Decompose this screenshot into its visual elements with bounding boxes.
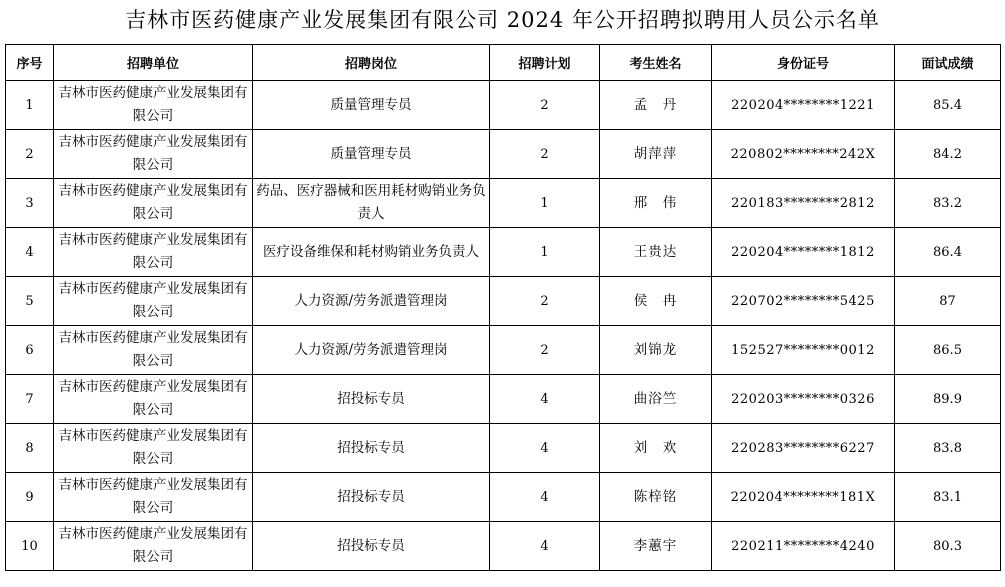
cell-candidate-name: 李蕙宇	[600, 522, 712, 571]
header-name: 考生姓名	[600, 45, 712, 81]
cell-id-number: 220183********2812	[712, 179, 895, 228]
cell-unit: 吉林市医药健康产业发展集团有限公司	[54, 81, 253, 130]
cell-id-number: 220283********6227	[712, 424, 895, 473]
cell-index: 6	[6, 326, 54, 375]
cell-plan: 2	[490, 81, 600, 130]
candidate-table	[5, 44, 1001, 571]
cell-id-number: 220204********1812	[712, 228, 895, 277]
cell-post: 人力资源/劳务派遣管理岗	[253, 326, 490, 375]
cell-score: 83.8	[895, 424, 1001, 473]
cell-post: 招投标专员	[253, 375, 490, 424]
table-row	[6, 277, 1001, 326]
cell-score: 87	[895, 277, 1001, 326]
cell-plan: 2	[490, 130, 600, 179]
cell-plan: 4	[490, 424, 600, 473]
cell-index: 2	[6, 130, 54, 179]
header-plan: 招聘计划	[490, 45, 600, 81]
cell-index: 9	[6, 473, 54, 522]
cell-id-number: 220204********181X	[712, 473, 895, 522]
cell-id-number: 152527********0012	[712, 326, 895, 375]
table-row	[6, 81, 1001, 130]
cell-score: 83.2	[895, 179, 1001, 228]
cell-id-number: 220702********5425	[712, 277, 895, 326]
table-row	[6, 179, 1001, 228]
cell-index: 8	[6, 424, 54, 473]
cell-candidate-name: 刘 欢	[600, 424, 712, 473]
cell-plan: 1	[490, 179, 600, 228]
cell-index: 7	[6, 375, 54, 424]
cell-index: 10	[6, 522, 54, 571]
cell-score: 83.1	[895, 473, 1001, 522]
header-row	[6, 45, 1001, 81]
header-id: 身份证号	[712, 45, 895, 81]
cell-plan: 2	[490, 277, 600, 326]
cell-unit: 吉林市医药健康产业发展集团有限公司	[54, 473, 253, 522]
header-index: 序号	[6, 45, 54, 81]
cell-index: 3	[6, 179, 54, 228]
cell-id-number: 220211********4240	[712, 522, 895, 571]
table-row	[6, 228, 1001, 277]
table-row	[6, 522, 1001, 571]
cell-plan: 2	[490, 326, 600, 375]
cell-score: 85.4	[895, 81, 1001, 130]
cell-unit: 吉林市医药健康产业发展集团有限公司	[54, 179, 253, 228]
cell-unit: 吉林市医药健康产业发展集团有限公司	[54, 228, 253, 277]
cell-plan: 1	[490, 228, 600, 277]
cell-index: 4	[6, 228, 54, 277]
cell-score: 86.5	[895, 326, 1001, 375]
cell-id-number: 220204********1221	[712, 81, 895, 130]
cell-score: 80.3	[895, 522, 1001, 571]
header-score: 面试成绩	[895, 45, 1001, 81]
cell-post: 招投标专员	[253, 522, 490, 571]
cell-post: 质量管理专员	[253, 81, 490, 130]
table-row	[6, 326, 1001, 375]
header-unit: 招聘单位	[54, 45, 253, 81]
cell-post: 招投标专员	[253, 424, 490, 473]
cell-index: 5	[6, 277, 54, 326]
cell-unit: 吉林市医药健康产业发展集团有限公司	[54, 326, 253, 375]
cell-unit: 吉林市医药健康产业发展集团有限公司	[54, 522, 253, 571]
cell-post: 人力资源/劳务派遣管理岗	[253, 277, 490, 326]
cell-candidate-name: 刘锦龙	[600, 326, 712, 375]
cell-score: 86.4	[895, 228, 1001, 277]
cell-post: 医疗设备维保和耗材购销业务负责人	[253, 228, 490, 277]
cell-post: 招投标专员	[253, 473, 490, 522]
cell-candidate-name: 曲浴竺	[600, 375, 712, 424]
cell-score: 84.2	[895, 130, 1001, 179]
cell-candidate-name: 王贵达	[600, 228, 712, 277]
cell-score: 89.9	[895, 375, 1001, 424]
cell-plan: 4	[490, 522, 600, 571]
table-row	[6, 130, 1001, 179]
cell-plan: 4	[490, 375, 600, 424]
cell-candidate-name: 胡萍萍	[600, 130, 712, 179]
cell-unit: 吉林市医药健康产业发展集团有限公司	[54, 424, 253, 473]
header-post: 招聘岗位	[253, 45, 490, 81]
cell-candidate-name: 邢 伟	[600, 179, 712, 228]
cell-post: 药品、医疗器械和医用耗材购销业务负责人	[253, 179, 490, 228]
table-row	[6, 473, 1001, 522]
cell-post: 质量管理专员	[253, 130, 490, 179]
cell-plan: 4	[490, 473, 600, 522]
cell-unit: 吉林市医药健康产业发展集团有限公司	[54, 375, 253, 424]
cell-candidate-name: 陈梓铭	[600, 473, 712, 522]
cell-unit: 吉林市医药健康产业发展集团有限公司	[54, 130, 253, 179]
table-row	[6, 424, 1001, 473]
cell-id-number: 220802********242X	[712, 130, 895, 179]
cell-index: 1	[6, 81, 54, 130]
cell-unit: 吉林市医药健康产业发展集团有限公司	[54, 277, 253, 326]
document-title: 吉林市医药健康产业发展集团有限公司 2024 年公开招聘拟聘用人员公示名单	[125, 8, 880, 32]
cell-candidate-name: 侯 冉	[600, 277, 712, 326]
cell-id-number: 220203********0326	[712, 375, 895, 424]
cell-candidate-name: 孟 丹	[600, 81, 712, 130]
table-row	[6, 375, 1001, 424]
